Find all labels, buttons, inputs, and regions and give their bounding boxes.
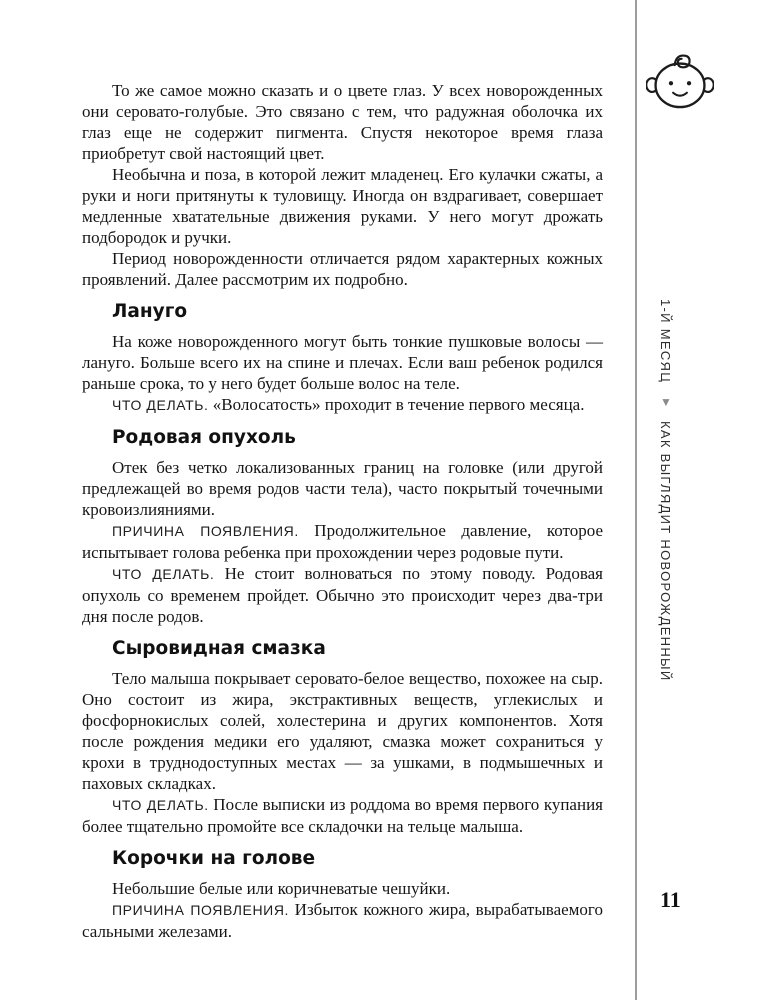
body-paragraph: ЧТО ДЕЛАТЬ. «Волосатость» проходит в течение первого месяца. <box>112 395 585 414</box>
margin-rule <box>635 0 637 1000</box>
triangle-separator-icon: ▼ <box>660 395 672 410</box>
leadin-label: ПРИЧИНА ПОЯВЛЕНИЯ. <box>112 902 290 918</box>
body-paragraph: ПРИЧИНА ПОЯВЛЕНИЯ. Продолжительное давление, которое испытывает голова ребенка при прохождении через родовые пути. <box>82 521 603 562</box>
page-content <box>82 80 603 942</box>
section-label: КАК ВЫГЛЯДИТ НОВОРОЖДЕННЫЙ <box>658 421 674 682</box>
body-paragraph: ПРИЧИНА ПОЯВЛЕНИЯ. Избыток кожного жира, вырабатываемого сальными железами. <box>82 900 603 941</box>
chapter-label: 1-Й МЕСЯЦ <box>658 299 674 384</box>
body-paragraph: Период новорожденности отличается рядом характерных кожных проявлений. Далее рассмотрим их подробно. <box>82 249 603 289</box>
body-paragraph: Небольшие белые или коричневатые чешуйки. <box>112 879 451 898</box>
leadin-label: ПРИЧИНА ПОЯВЛЕНИЯ. <box>112 523 299 539</box>
section-heading: Сыровидная смазка <box>112 638 326 659</box>
body-paragraph: ЧТО ДЕЛАТЬ. Не стоит волноваться по этому поводу. Родовая опухоль со временем пройдет. Обычно это происходит через два-три дня после родов. <box>82 564 604 626</box>
section-heading: Родовая опухоль <box>112 427 296 448</box>
section-heading: Лануго <box>112 301 188 322</box>
body-paragraph: То же самое можно сказать и о цвете глаз. У всех новорожденных они серовато-голубые. Это связано с тем, что радужная оболочка их глаз еще не содержит пигмента. Спустя некоторое время глаза приобретут свой настоящий цвет. <box>82 81 603 163</box>
body-paragraph: Тело малыша покрывает серовато-белое вещество, похожее на сыр. Оно состоит из жира, экстрактивных веществ, углекислых и фосфорнокислых солей, холестерина и других компонентов. Хотя после рождения медики его удаляют, смазка может сохраниться у крохи в труднодоступных местах — за ушками, в подмышечных и паховых складках. <box>82 669 603 793</box>
page-number: 11 <box>660 887 681 912</box>
margin-vertical-label <box>654 299 678 707</box>
body-paragraph: Необычна и поза, в которой лежит младенец. Его кулачки сжаты, а руки и ноги притянуты к туловищу. Иногда он вздрагивает, совершает медленные хватательные движения руками. У него могут дрожать подбородок и ручки. <box>82 165 603 247</box>
body-paragraph: На коже новорожденного могут быть тонкие пушковые волосы — лануго. Больше всего их на спине и плечах. Если ваш ребенок родился раньше срока, то у него будет больше волос на теле. <box>82 332 603 393</box>
section-heading: Корочки на голове <box>112 848 316 869</box>
leadin-label: ЧТО ДЕЛАТЬ. <box>112 566 215 582</box>
body-paragraph: Отек без четко локализованных границ на головке (или другой предлежащей во время родов части тела), часто покрытый точечными кровоизлияниями. <box>82 458 603 519</box>
body-paragraph: ЧТО ДЕЛАТЬ. После выписки из роддома во время первого купания более тщательно промойте все складочки на тельце малыша. <box>82 795 603 836</box>
baby-face-icon <box>646 46 714 114</box>
leadin-label: ЧТО ДЕЛАТЬ. <box>112 397 209 413</box>
leadin-label: ЧТО ДЕЛАТЬ. <box>112 797 209 813</box>
